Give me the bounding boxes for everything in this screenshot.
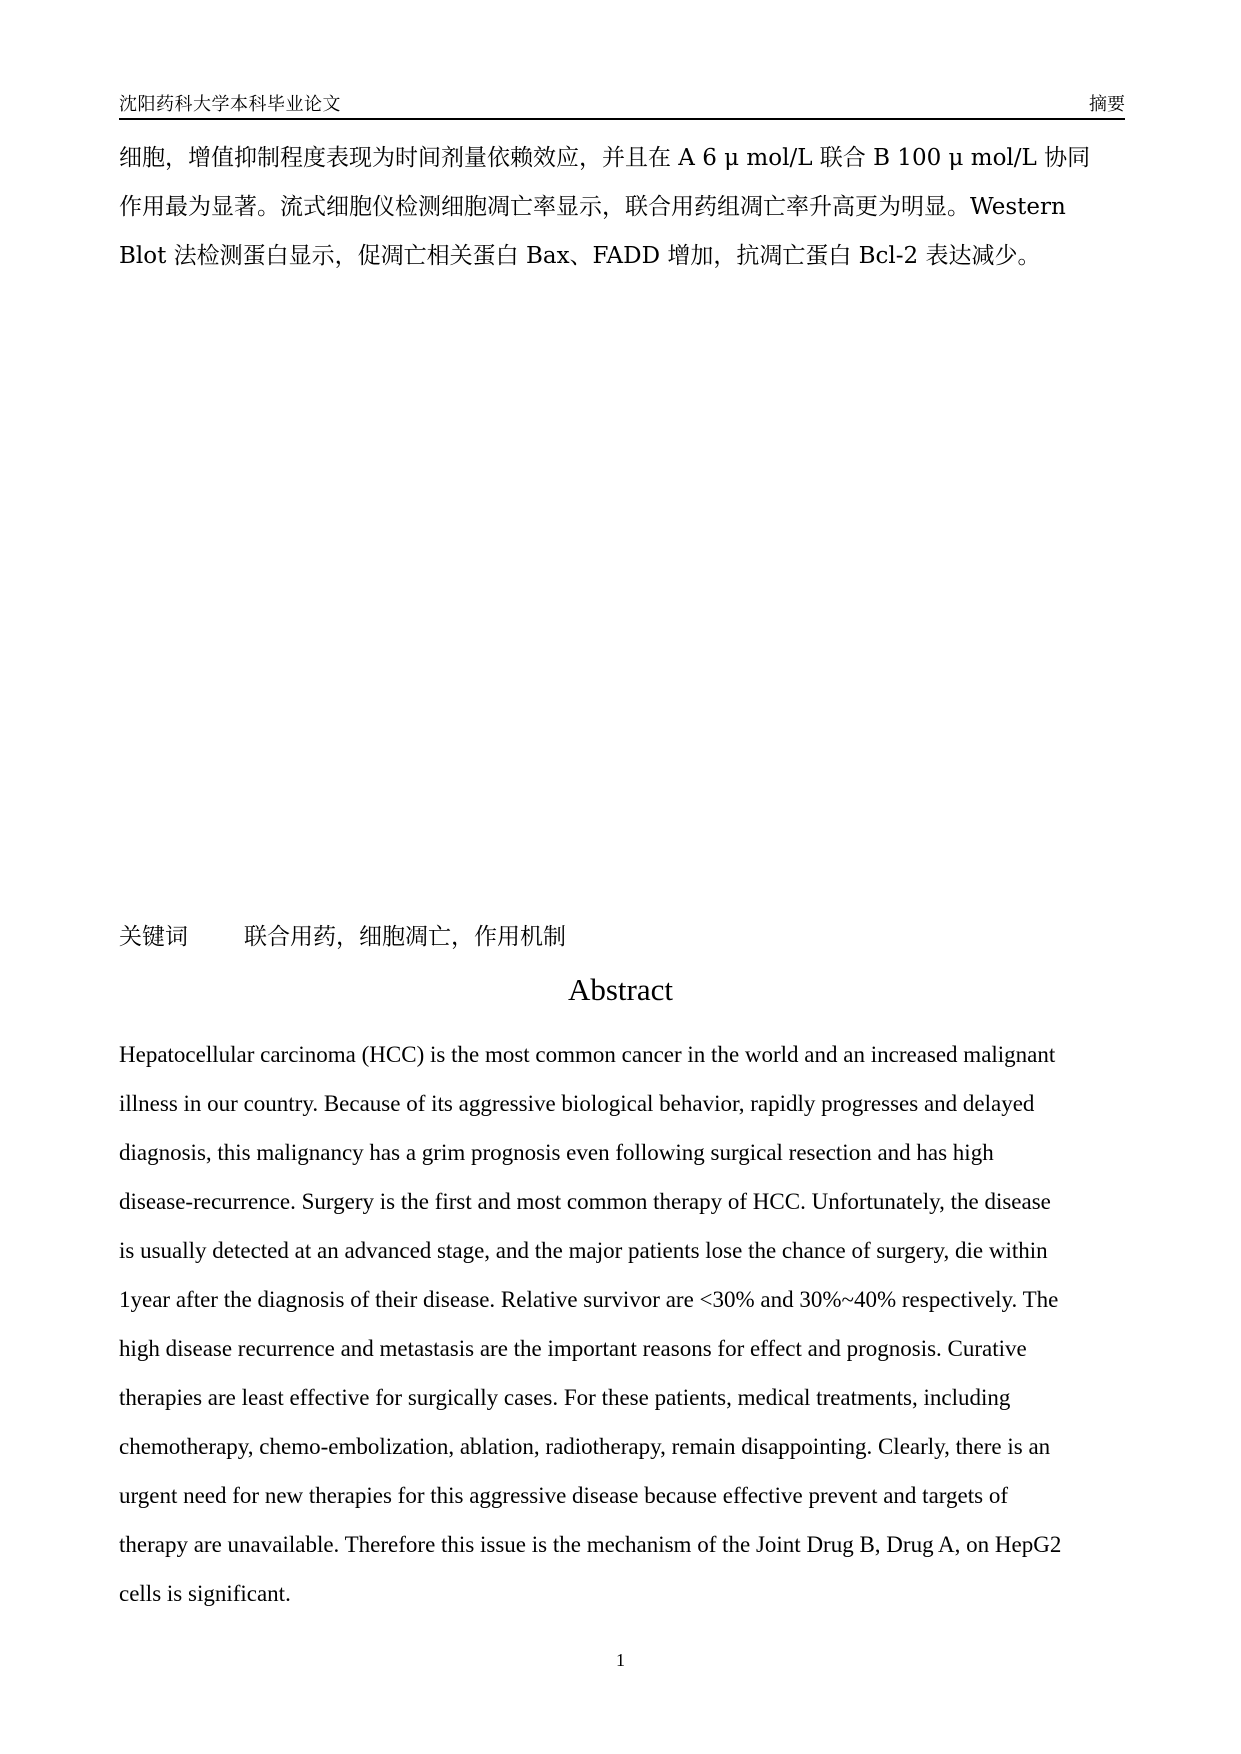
page-header — [119, 84, 1125, 120]
abstract-line: disease-recurrence. Surgery is the first and most common therapy of HCC. Unfortunately, the disease — [119, 1189, 1051, 1214]
abstract-line: Hepatocellular carcinoma (HCC) is the most common cancer in the world and an increased malignant — [119, 1042, 1056, 1067]
abstract-line: high disease recurrence and metastasis are the important reasons for effect and prognosis. Curative — [119, 1336, 1027, 1361]
chinese-abstract-line: 作用最为显著。流式细胞仪检测细胞凋亡率显示，联合用药组凋亡率升高更为明显。Western — [119, 194, 1066, 220]
chinese-abstract-line: 细胞，增值抑制程度表现为时间剂量依赖效应，并且在 A 6 μ mol/L 联合 B 100 μ mol/L 协同 — [119, 145, 1091, 171]
chinese-abstract-body — [119, 134, 1129, 281]
abstract-line: 1year after the diagnosis of their disease. Relative survivor are <30% and 30%~40% respectively. The — [119, 1287, 1059, 1312]
abstract-line: is usually detected at an advanced stage, and the major patients lose the chance of surgery, die within — [119, 1238, 1048, 1263]
header-university-title: 沈阳药科大学本科毕业论文 — [119, 94, 341, 115]
english-abstract-body — [119, 1030, 1139, 1618]
keywords-row — [119, 918, 566, 951]
abstract-line: illness in our country. Because of its aggressive biological behavior, rapidly progresses and delayed — [119, 1091, 1035, 1116]
abstract-line: therapy are unavailable. Therefore this issue is the mechanism of the Joint Drug B, Drug A, on HepG2 — [119, 1532, 1062, 1557]
keywords-value: 联合用药，细胞凋亡，作用机制 — [244, 924, 566, 950]
header-section-title: 摘要 — [1089, 94, 1125, 115]
keywords-label: 关键词 — [119, 924, 188, 950]
abstract-line: cells is significant. — [119, 1581, 291, 1606]
abstract-line: urgent need for new therapies for this aggressive disease because effective prevent and targets of — [119, 1483, 1008, 1508]
chinese-abstract-line: Blot 法检测蛋白显示，促凋亡相关蛋白 Bax、FADD 增加，抗凋亡蛋白 Bcl-2 表达减少。 — [119, 243, 1041, 269]
abstract-line: chemotherapy, chemo-embolization, ablation, radiotherapy, remain disappointing. Clearly, there is an — [119, 1434, 1051, 1459]
abstract-line: diagnosis, this malignancy has a grim prognosis even following surgical resection and has high — [119, 1140, 994, 1165]
page-number: 1 — [616, 1650, 625, 1670]
abstract-heading: Abstract — [567, 972, 674, 1007]
abstract-line: therapies are least effective for surgically cases. For these patients, medical treatments, including — [119, 1385, 1011, 1410]
